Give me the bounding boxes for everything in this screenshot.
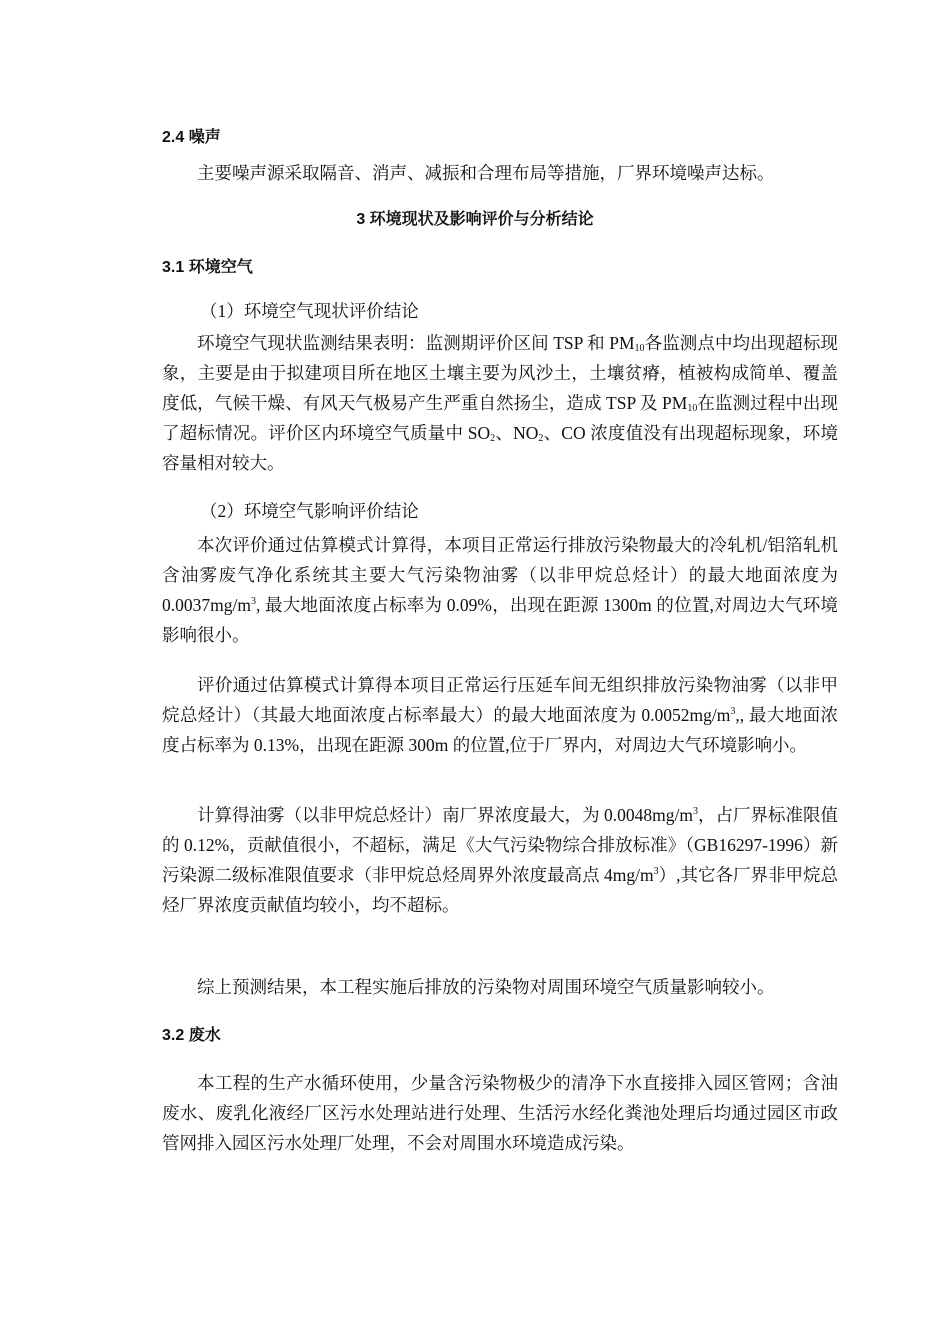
air-impact-paragraph-2: 评价通过估算模式计算得本项目正常运行压延车间无组织排放污染物油雾（以非甲烷总烃计）（其最大地面浓度占标率最大）的最大地面浓度为 $0.0052mg/m^3$,, 最大地面浓度占标率为 0.13%，出现在距源 300m 的位置,位于厂界内，对周边大气环境影响小。 [162, 675, 838, 755]
section-heading-3-2: 3.2 废水 [162, 1027, 221, 1044]
subheading-air-impact: （2）环境空气影响评价结论 [200, 501, 419, 521]
subheading-air-status: （1）环境空气现状评价结论 [200, 301, 419, 321]
air-impact-paragraph-1: 本次评价通过估算模式计算得，本项目正常运行排放污染物最大的冷轧机/铝箔轧机含油雾废气净化系统其主要大气污染物油雾（以非甲烷总烃计）的最大地面浓度为 $0.0037mg/m^3$, 最大地面浓度占标率为 0.09%，出现在距源 1300m 的位置,对周边大气环境影响很小。 [162, 535, 838, 645]
chapter-heading-3: 3 环境现状及影响评价与分析结论 [356, 211, 594, 228]
section-heading-2-4: 2.4 噪声 [162, 129, 221, 146]
air-summary-paragraph: 综上预测结果，本工程实施后排放的污染物对周围环境空气质量影响较小。 [197, 977, 775, 997]
air-status-paragraph: 环境空气现状监测结果表明：监测期评价区间 TSP 和 $PM_{10}$各监测点中均出现超标现象，主要是由于拟建项目所在地区土壤主要为风沙土，土壤贫瘠，植被构成简单、覆盖度低，气候干燥、有风天气极易产生严重自然扬尘，造成 TSP 及 $PM_{10}$在监测过程中出现了超标情况。评价区内环境空气质量中 $SO_2$、$NO_2$、CO 浓度值没有出现超标现象，环境容量相对较大。 [162, 333, 839, 473]
air-impact-paragraph-3: 计算得油雾（以非甲烷总烃计）南厂界浓度最大，为 $0.0048mg/m^3$，占厂界标准限值的 0.12%，贡献值很小，不超标，满足《大气污染物综合排放标准》（GB16297-1996）新污染源二级标准限值要求（非甲烷总烃周界外浓度最高点 $4mg/m^3$）,其它各厂界非甲烷总烃厂界浓度贡献值均较小，均不超标。 [162, 805, 838, 915]
noise-paragraph: 主要噪声源采取隔音、消声、减振和合理布局等措施，厂界环境噪声达标。 [197, 163, 775, 183]
wastewater-paragraph: 本工程的生产水循环使用，少量含污染物极少的清净下水直接排入园区管网；含油废水、废乳化液经厂区污水处理站进行处理、生活污水经化粪池处理后均通过园区市政管网排入园区污水处理厂处理，不会对周围水环境造成污染。 [162, 1073, 838, 1153]
section-heading-3-1: 3.1 环境空气 [162, 259, 253, 276]
